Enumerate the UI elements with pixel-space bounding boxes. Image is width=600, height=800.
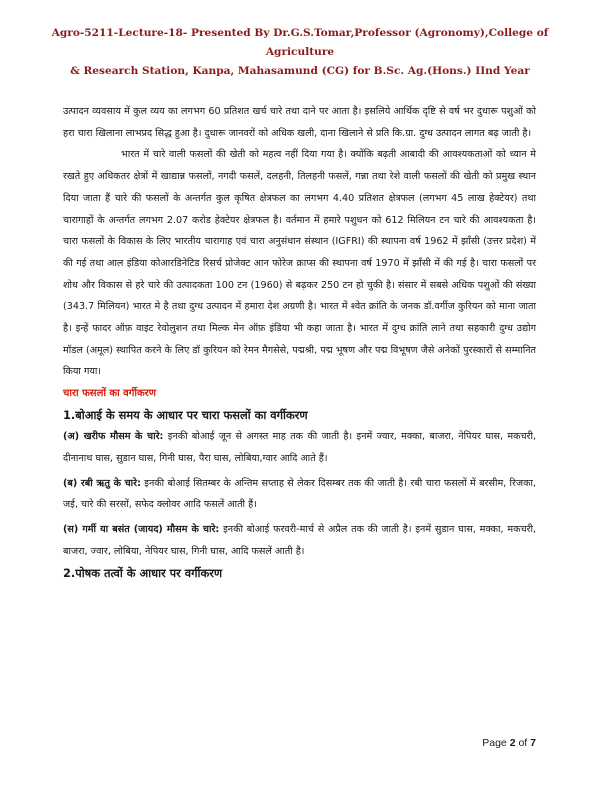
paragraph-1: उत्पादन व्यवसाय में कुल व्यय का लगभग 60 प्रतिशत खर्च चारे तथा दाने पर आता है। इसलिये आर्थिक दृष्टि से वर्ष भर दुधारू पशुओं को हरा चारा खिलाना लाभप्रद सिद्ध हुआ है। दुधारू जानवरों को अधिक खली, दाना खिलाने से प्रति कि.ग्रा. दुग्ध उत्पादन लागत बढ़ जाती है। <box>63 106 536 139</box>
zaid-text: इनकी बोआई फरवरी-मार्च से अप्रैल तक की जाती है। इनमें सुडान घास, मक्का, मकचरी, बाजरा, ज्वार, लोबिया, नेपियर घास, गिनी घास, आदि फसलें आती है। <box>63 523 536 557</box>
document-header <box>40 24 560 81</box>
zaid-label: (स) गर्मी या बसंत (जायद) मौसम के चारे: <box>63 523 220 535</box>
page-word: Page <box>482 737 507 749</box>
page-current: 2 <box>509 737 516 749</box>
paragraph-2: भारत में चारे वाली फसलों की खेती को महत्व नहीं दिया गया है। क्योंकि बढ़ती आबादी की आवश्यकताओं को ध्यान मे रखते हुए अधिकतर क्षेत्रों में खाद्यान्न फसलों, नगदी फसलें, दलहनी, तिलहनी फसलें, गन्ना तथा रेशे वाली फसलों की खेती को प्रमुख स्थान दिया जाता हैं चारे की फसलों के अन्तर्गत कुल कृषित क्षेत्रफल का लगभग 4.40 प्रतिशत क्षेत्रफल (लगभग 45 लाख हेक्टेयर) तथा चारागाहों के अन्तर्गत लगभग 2.07 करोड हेक्टेयर क्षेत्रफल है। वर्तमान में हमारे पशुधन को 612 मिलियन टन चारे की आवश्यकता है। चारा फसलों के विकास के लिए भारतीय चारागाह एवं चारा अनुसंधान संस्थान (IGFRI) की स्थापना वर्ष 1962 में झाँसी (उत्तर प्रदेश) में की गई तथा आल इंडिया कोआरडिनेटिड रिसर्च प्रोजेक्ट आन फोरेज क्राप्स की स्थापना वर्ष 1970 में झाँसी में की गई है। चारा फसलों पर शोध और विकास से हरे चारे की उत्पादकता 100 टन (1960) से बढ़कर 250 टन हो चुकी है। संसार में सबसे अधिक पशुओं की संख्या (343.7 मिलियन) भारत मे है तथा दुग्ध उत्पादन में हमारा देश अग्रणी है। भारत में श्वेत क्रांति के जनक डॉ.वर्गीज कुरियन को माना जाता है। इन्हें फादर ऑफ़ वाइट रेवोलुशन तथा मिल्क मेन ऑफ़ इंडिया भी कहा जाता है। भारत में दुग्ध क्रांति लाने तथा सहकारी दुग्ध उद्योग मॉडल (अमूल) स्थापित करने के लिए डॉ कुरियन को रेमन मैगसेसे, पद्मश्री, पद्म भूषण और पद्म विभूषण जैसे अनेकों पुरस्कारों से सम्मानित किया गया। <box>63 149 536 378</box>
page-total: 7 <box>530 737 536 749</box>
page-number <box>482 737 536 749</box>
rabi-text: इनकी बोआई सितम्बर के अन्तिम सप्ताह से लेकर दिसम्बर तक की जाती है। रबी चारा फसलों में बरसीम, रिजका, जई, चारे की सरसों, सफेद क्लोवर आदि फसलें आती हैं। <box>63 477 536 511</box>
page-body <box>63 101 536 584</box>
section-heading: चारा फसलों का वर्गीकरण <box>63 388 156 400</box>
zaid-paragraph <box>63 519 536 562</box>
of-word: of <box>518 737 528 749</box>
kharif-text: इनकी बोआई जून से अगस्त माह तक की जाती है। इनमें ज्वार, मक्का, बाजरा, नेपियर घास, मकचरी, दीनानाथ घास, सुडान घास, गिनी घास, पैरा घास, लोबिया,ग्वार आदि आते हैं। <box>63 431 536 464</box>
heading-1: 1.बोआई के समय के आधार पर चारा फसलों का वर्गीकरण <box>63 408 308 423</box>
header-line-1: Agro-5211-Lecture-18- Presented By Dr.G.S.Tomar,Professor (Agronomy),College of Agriculture <box>51 27 549 58</box>
kharif-paragraph <box>63 426 536 469</box>
header-line-2: & Research Station, Kanpa, Mahasamund (CG) for B.Sc. Ag.(Hons.) IInd Year <box>70 65 530 77</box>
rabi-label: (ब) रबी ऋतु के चारे: <box>63 477 141 489</box>
kharif-label: (अ) खरीफ मौसम के चारे: <box>63 431 164 443</box>
rabi-paragraph <box>63 473 536 516</box>
heading-2: 2.पोषक तत्वों के आधार पर वर्गीकरण <box>63 566 223 581</box>
